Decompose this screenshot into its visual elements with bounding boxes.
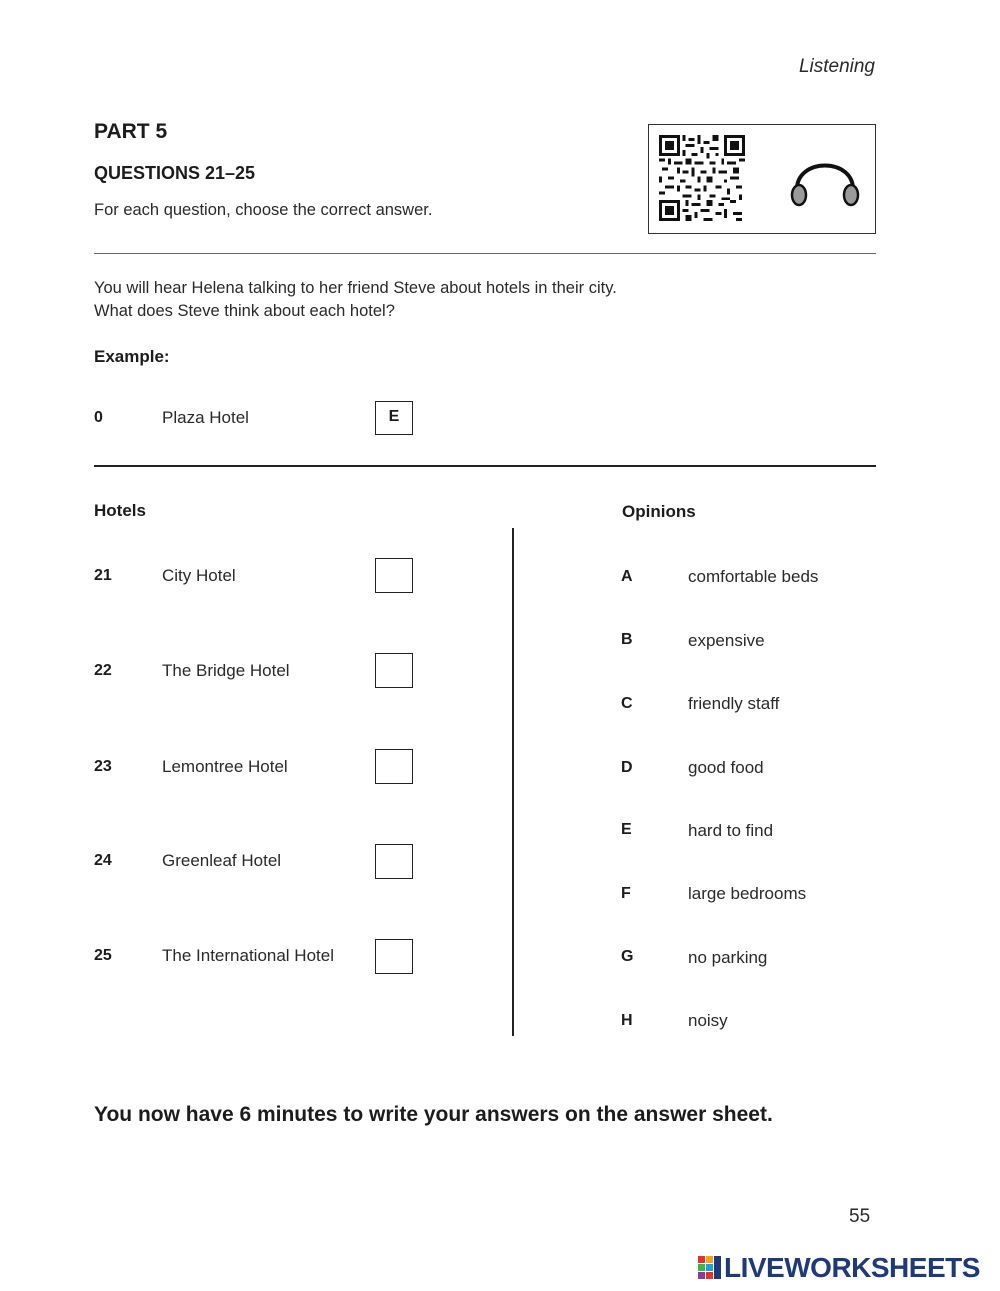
hotel-name: Greenleaf Hotel [162,851,282,870]
opinion-text: large bedrooms [688,884,807,903]
answer-box-23[interactable] [375,749,413,784]
qr-code-icon[interactable] [659,135,745,221]
questions-range: QUESTIONS 21–25 [94,163,256,183]
opinion-letter: F [621,885,631,902]
section-label: Listening [798,56,875,77]
opinions-heading: Opinions [622,502,696,521]
intro-line-2: What does Steve think about each hotel? [94,302,395,320]
opinion-text: comfortable beds [688,567,819,586]
opinion-letter: G [621,948,634,965]
opinion-text: hard to find [688,821,774,840]
opinion-letter: E [621,821,632,838]
example-label: Example: [94,347,170,366]
hotel-name: The International Hotel [162,946,334,965]
question-number: 25 [94,947,112,964]
part-title: PART 5 [94,120,168,143]
divider-rule-thick [94,465,876,467]
answer-box-24[interactable] [375,844,413,879]
intro-line-1: You will hear Helena talking to her friend Steve about hotels in their city. [94,279,617,297]
page-number: 55 [849,1206,871,1227]
opinion-text: good food [688,758,764,777]
liveworksheets-logo-icon [698,1256,722,1280]
audio-box[interactable] [648,124,876,234]
answer-box-21[interactable] [375,558,413,593]
opinion-text: friendly staff [688,694,780,713]
question-number: 22 [94,662,112,679]
headphones-icon[interactable] [785,143,865,213]
hotel-name: Lemontree Hotel [162,757,288,776]
question-number: 23 [94,758,112,775]
brand-name: LIVEWORKSHEETS [724,1252,980,1283]
opinion-letter: A [621,568,633,585]
opinion-letter: C [621,695,633,712]
column-divider [512,528,514,1036]
hotel-name: The Bridge Hotel [162,661,290,680]
question-number: 21 [94,567,112,584]
example-answer-box: E [375,401,413,435]
answer-box-25[interactable] [375,939,413,974]
opinion-letter: H [621,1012,633,1029]
example-number: 0 [94,409,103,426]
opinion-text: expensive [688,631,765,650]
time-instruction: You now have 6 minutes to write your answers on the answer sheet. [94,1103,773,1126]
answer-box-22[interactable] [375,653,413,688]
opinion-text: no parking [688,948,768,967]
opinion-letter: B [621,631,633,648]
opinion-text: noisy [688,1011,728,1030]
opinion-letter: D [621,759,633,776]
instruction-text: For each question, choose the correct answer. [94,201,433,219]
hotels-heading: Hotels [94,501,146,520]
hotel-name: City Hotel [162,566,236,585]
question-number: 24 [94,852,112,869]
example-hotel: Plaza Hotel [162,408,249,427]
divider-rule [94,253,876,254]
